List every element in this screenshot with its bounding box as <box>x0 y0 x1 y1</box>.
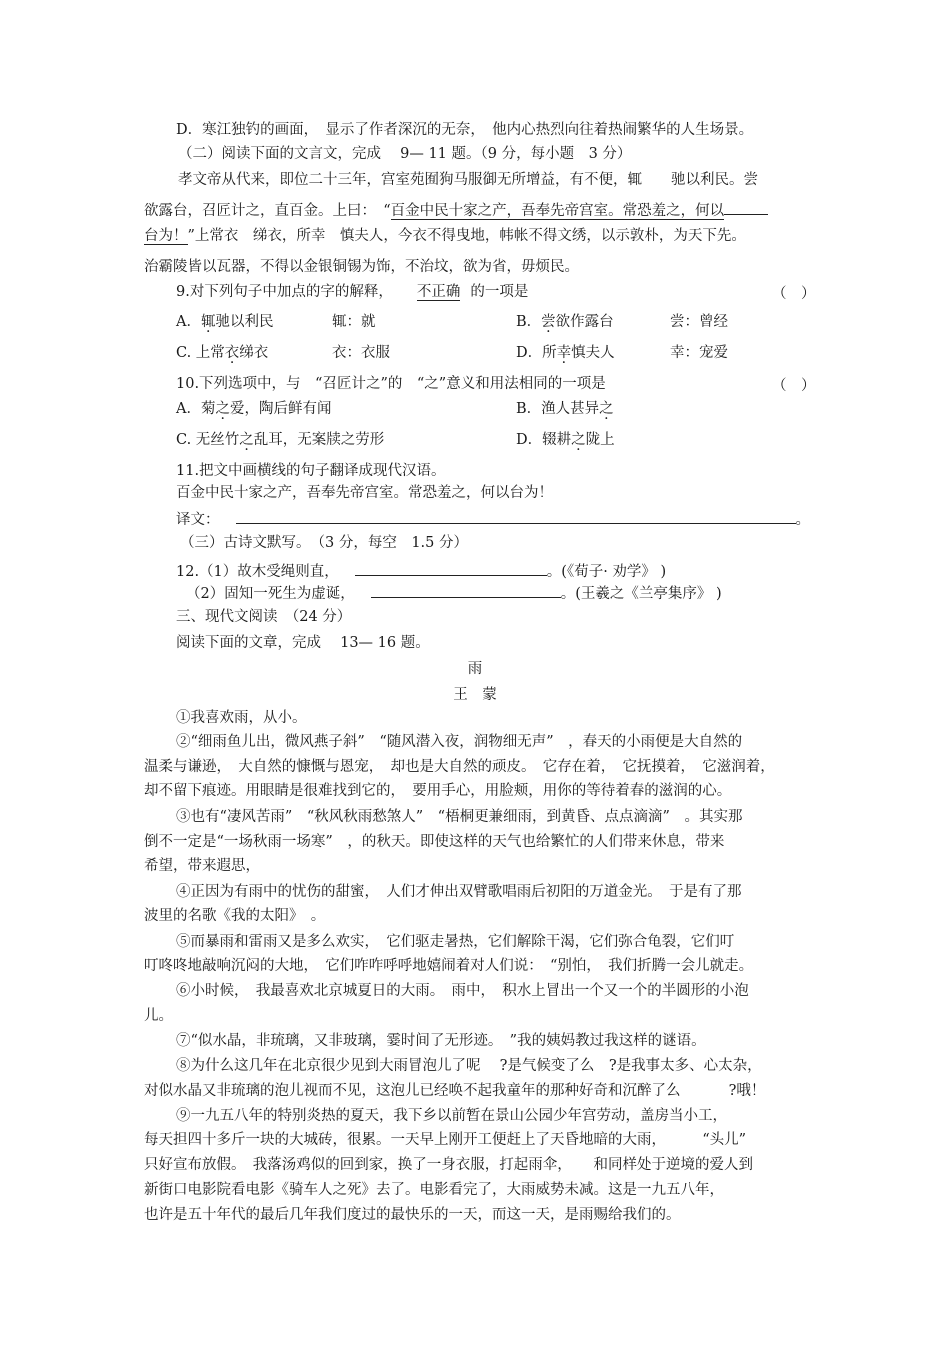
q10-option-a <box>176 399 331 419</box>
q9-d-text: 慎夫人 <box>571 345 615 361</box>
q9-c-dotted-char: 衣 <box>224 345 240 361</box>
q11-answer-blank[interactable] <box>236 509 796 524</box>
q10-option-d <box>516 430 615 450</box>
q10-answer-paren: （ ） <box>772 378 816 394</box>
classical-text-line-2-start: 欲露台，召匠计之，直百金。上曰： “ <box>144 203 391 219</box>
classical-text-line-1: 孝文帝从代来，即位二十三年，宫室苑囿狗马服御无所增益，有不便，辄 驰以利民。尝 <box>178 172 758 188</box>
essay-line: ⑨一九五八年的特别炎热的夏天，我下乡以前暂在景山公园少年宫劳动，盖房当小工， <box>176 1108 727 1124</box>
q10-option-c <box>176 430 384 450</box>
q12-1-text: 12.（1）故木受绳则直， <box>176 564 339 580</box>
q11-answer-line <box>176 509 810 530</box>
q9-a-dotted-char: 辄 <box>200 314 216 330</box>
q10-b-dotted-char: 之 <box>599 401 614 417</box>
q10-a-dotted-char: 之 <box>215 401 230 417</box>
q11-sentence: 百金中民十家之产，吾奉先帝宫室。常恐羞之，何以台为！ <box>176 485 553 501</box>
part-3-header: 三、现代文阅读 （24 分） <box>176 609 352 625</box>
q12-1-blank[interactable] <box>355 561 547 576</box>
q12-1-source: 。(《荀子· 劝学》 ) <box>546 564 667 580</box>
q11-end-mark: 。 <box>795 512 810 528</box>
q12-2-text: （2）固知一死生为虚诞， <box>186 586 355 602</box>
essay-line: 倒不一定是“一场秋雨一场寒” ，的秋天。即使这样的天气也给繁忙的人们带来休息，带来 <box>144 834 725 850</box>
essay-line: 只好宣布放假。 我落汤鸡似的回到家，换了一身衣服，打起雨伞， 和同样处于逆境的爱人到 <box>144 1157 753 1173</box>
q9-c-letter: C. 上常 <box>176 345 225 361</box>
underlined-sentence-part-2: 台为！ <box>144 228 188 244</box>
q9-option-a <box>176 312 273 332</box>
q9-stem-text: 9.对下列句子中加点的字的解释， <box>176 284 393 300</box>
q9-option-a-gloss: 辄：就 <box>332 314 376 330</box>
essay-line: ①我喜欢雨，从小。 <box>176 710 307 726</box>
essay-line: ④正因为有雨中的忧伤的甜蜜， 人们才伸出双臂歌唱雨后初阳的万道金光。 于是有了那 <box>176 884 742 900</box>
q11-label: 译文： <box>176 512 220 528</box>
q9-option-b-gloss: 尝：曾经 <box>670 314 728 330</box>
classical-text-line-4: 治霸陵皆以瓦器，不得以金银铜锡为饰，不治坟，欲为省，毋烦民。 <box>144 259 579 275</box>
essay-line: 每天担四十多斤一块的大城砖，很累。一天早上刚开工便赶上了天昏地暗的大雨， “头儿” <box>144 1132 747 1148</box>
underlined-sentence-part-1: 百金中民十家之产，吾奉先帝宫室。常恐羞之，何以 <box>390 203 725 219</box>
section-2-header: （二）阅读下面的文言文，完成 9— 11 题。（9 分，每小题 3 分） <box>178 146 632 162</box>
q9-option-c <box>176 343 268 363</box>
q10-c-dotted-char: 之 <box>239 432 254 448</box>
q10-d-start: D．辍耕 <box>516 432 572 448</box>
q10-d-text: 陇上 <box>585 432 615 448</box>
essay-line: 波里的名歌《我的太阳》 。 <box>144 908 326 924</box>
classical-text-line-3 <box>144 226 746 246</box>
essay-line: ②“细雨鱼儿出，微风燕子斜” “随风潜入夜，润物细无声” ，春天的小雨便是大自然的 <box>176 734 743 750</box>
q9-b-text: 欲作露台 <box>555 314 614 330</box>
essay-line: ⑥小时候， 我最喜欢北京城夏日的大雨。 雨中， 积水上冒出一个又一个的半圆形的小泡 <box>176 983 749 999</box>
essay-line: 希望，带来遐思， <box>144 858 260 874</box>
q9-emphasis: 不正确 <box>416 284 461 300</box>
q9-a-letter: A． <box>176 314 201 330</box>
essay-line: 叮咚咚地敲响沉闷的大地， 它们咋咋呼呼地嬉闹着对人们说： “别怕， 我们折腾一会儿就走。 <box>144 958 754 974</box>
q10-b-start: B．渔人甚异 <box>516 401 600 417</box>
q10-c-text: 乱耳，无案牍之劳形 <box>253 432 385 448</box>
q9-a-text: 驰以利民 <box>215 314 274 330</box>
essay-line: ⑧为什么这几年在北京很少见到大雨冒泡儿了呢 ?是气候变了么 ?是我事太多、心太杂， <box>176 1058 762 1074</box>
q9-answer-paren: （ ） <box>772 286 816 302</box>
q8-option-d: D．寒江独钓的画面， 显示了作者深沉的无奈， 他内心热烈向往着热闹繁华的人生场景。 <box>176 122 754 138</box>
q10-a-text: 爱，陶后鲜有闻 <box>229 401 332 417</box>
classical-text-line-3-rest: ”上常衣 绨衣，所幸 慎夫人，今衣不得曳地，帏帐不得文绣，以示敦朴，为天下先。 <box>187 228 746 244</box>
q9-stem <box>176 282 528 302</box>
q10-a-start: A．菊 <box>176 401 216 417</box>
essay-line: 也许是五十年代的最后几年我们度过的最快乐的一天，而这一天，是雨赐给我们的。 <box>144 1207 681 1223</box>
essay-line: 温柔与谦逊， 大自然的慷慨与恩宠， 却也是大自然的顽皮。 它存在着， 它抚摸着， 它滋润着， <box>144 759 775 775</box>
q10-option-b <box>516 399 614 419</box>
q9-d-letter: D．所 <box>516 345 557 361</box>
classical-text-line-2 <box>144 201 768 221</box>
q9-option-b <box>516 312 614 332</box>
q12-2-source: 。(王羲之《兰亭集序》 ) <box>560 586 722 602</box>
q10-stem: 10.下列选项中，与 “召匠计之”的 “之”意义和用法相同的一项是 <box>176 376 606 392</box>
essay-line: ③也有“凄风苦雨” “秋风秋雨愁煞人” “梧桐更兼细雨，到黄昏、点点滴滴” 。其实那 <box>176 809 743 825</box>
part-3-instruction: 阅读下面的文章，完成 13— 16 题。 <box>176 635 430 651</box>
q9-b-letter: B． <box>516 314 542 330</box>
q9-option-d <box>516 343 615 363</box>
q9-stem-end: 的一项是 <box>470 284 529 300</box>
essay-line: ⑦“似水晶，非琉璃，又非玻璃，霎时间了无形迹。 ”我的姨妈教过我这样的谜语。 <box>176 1033 706 1049</box>
q9-c-text: 绨衣 <box>239 345 269 361</box>
essay-line: 却不留下痕迹。用眼睛是很难找到它的， 要用手心，用脸颊，用你的等待着春的滋润的心。 <box>144 783 732 799</box>
q9-d-dotted-char: 幸 <box>556 345 572 361</box>
q12-2 <box>186 583 722 604</box>
underline-extension <box>724 214 768 215</box>
essay-line: ⑤而暴雨和雷雨又是多么欢实， 它们驱走暑热，它们解除干渴，它们弥合龟裂，它们叮 <box>176 934 735 950</box>
essay-line: 新街口电影院看电影《骑车人之死》去了。电影看完了，大雨威势未减。这是一九五八年， <box>144 1182 724 1198</box>
essay-line: 对似水晶又非琉璃的泡儿视而不见，这泡儿已经唤不起我童年的那种好奇和沉醉了么 ?哦！ <box>144 1083 766 1099</box>
essay-title: 雨 <box>467 661 483 677</box>
q12-1 <box>176 561 666 582</box>
q9-b-dotted-char: 尝 <box>541 314 556 330</box>
q9-option-d-gloss: 幸：宠爱 <box>670 345 728 361</box>
q12-2-blank[interactable] <box>371 583 561 598</box>
essay-author: 王 蒙 <box>453 687 497 703</box>
q9-option-c-gloss: 衣：衣服 <box>332 345 390 361</box>
q10-d-dotted-char: 之 <box>571 432 586 448</box>
essay-line: 儿。 <box>144 1008 173 1024</box>
q10-c-start: C. 无丝竹 <box>176 432 240 448</box>
section-3-header: （三）古诗文默写。 （3 分，每空 1.5 分） <box>180 535 469 551</box>
q11-stem: 11.把文中画横线的句子翻译成现代汉语。 <box>176 463 446 479</box>
